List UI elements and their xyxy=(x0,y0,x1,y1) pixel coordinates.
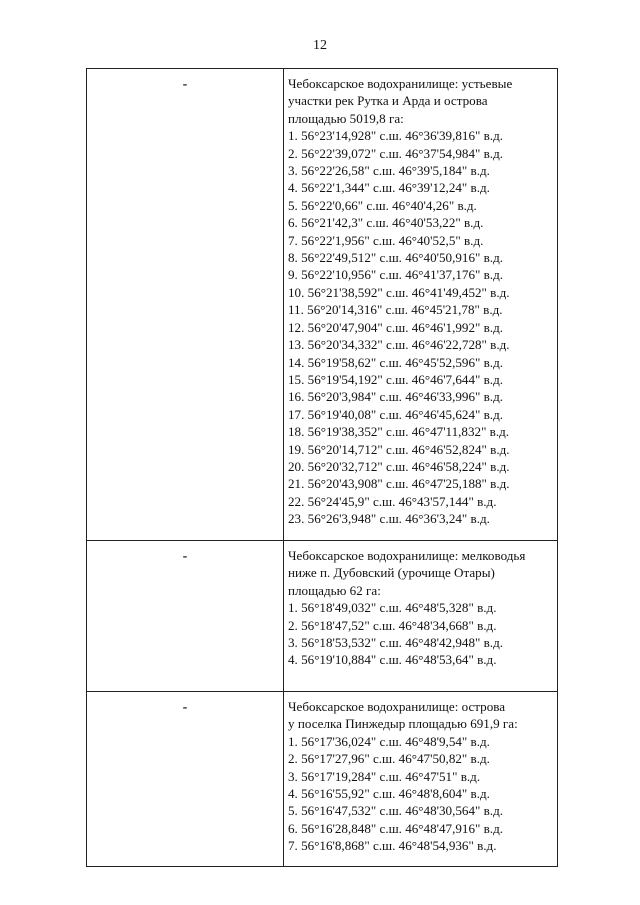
coordinate-item: 6. 56°16'28,848" с.ш. 46°48'47,916" в.д. xyxy=(288,820,504,836)
coordinate-item: 23. 56°26'3,948" с.ш. 46°36'3,24" в.д. xyxy=(288,511,490,527)
dash-mark: - xyxy=(182,77,188,92)
coordinate-item: 1. 56°18'49,032" с.ш. 46°48'5,328" в.д. xyxy=(288,600,497,616)
coordinate-item: 5. 56°16'47,532" с.ш. 46°48'30,564" в.д. xyxy=(288,803,504,819)
coordinate-list xyxy=(288,127,551,527)
coordinate-item: 8. 56°22'49,512" с.ш. 46°40'50,916" в.д. xyxy=(288,250,504,266)
area-heading-line: участки рек Рутка и Арда и острова xyxy=(288,93,488,109)
coordinate-item: 4. 56°16'55,92" с.ш. 46°48'8,604" в.д. xyxy=(288,786,490,802)
left-cell xyxy=(87,541,284,692)
area-heading-line: ниже п. Дубовский (урочище Отары) xyxy=(288,565,495,581)
coordinate-item: 16. 56°20'3,984" с.ш. 46°46'33,996" в.д. xyxy=(288,389,504,405)
area-heading-line: у поселка Пинжедыр площадью 691,9 га: xyxy=(288,716,518,732)
coordinate-item: 18. 56°19'38,352" с.ш. 46°47'11,832" в.д. xyxy=(288,424,510,440)
coordinate-list xyxy=(288,599,551,669)
coordinate-list xyxy=(288,733,551,855)
coordinate-item: 12. 56°20'47,904" с.ш. 46°46'1,992" в.д. xyxy=(288,319,504,335)
area-heading-line: площадью 62 га: xyxy=(288,582,381,598)
left-cell xyxy=(87,69,284,541)
coordinate-item: 9. 56°22'10,956" с.ш. 46°41'37,176" в.д. xyxy=(288,267,504,283)
area-heading-line: площадью 5019,8 га: xyxy=(288,110,404,126)
coordinate-item: 5. 56°22'0,66" с.ш. 46°40'4,26" в.д. xyxy=(288,197,477,213)
description-cell xyxy=(284,692,558,867)
coordinate-item: 1. 56°23'14,928" с.ш. 46°36'39,816" в.д. xyxy=(288,128,504,144)
coordinate-item: 13. 56°20'34,332" с.ш. 46°46'22,728" в.д. xyxy=(288,337,510,353)
coordinate-item: 4. 56°19'10,884" с.ш. 46°48'53,64" в.д. xyxy=(288,652,497,668)
table-row xyxy=(87,541,558,692)
coordinate-item: 20. 56°20'32,712" с.ш. 46°46'58,224" в.д. xyxy=(288,458,510,474)
coordinate-item: 6. 56°21'42,3" с.ш. 46°40'53,22" в.д. xyxy=(288,215,484,231)
coordinate-item: 11. 56°20'14,316" с.ш. 46°45'21,78" в.д. xyxy=(288,302,503,318)
coordinate-item: 7. 56°16'8,868" с.ш. 46°48'54,936" в.д. xyxy=(288,838,497,854)
coordinate-item: 14. 56°19'58,62" с.ш. 46°45'52,596" в.д. xyxy=(288,354,504,370)
coordinate-item: 2. 56°17'27,96" с.ш. 46°47'50,82" в.д. xyxy=(288,751,490,767)
table-row xyxy=(87,692,558,867)
coordinate-item: 7. 56°22'1,956" с.ш. 46°40'52,5" в.д. xyxy=(288,232,484,248)
coordinate-item: 4. 56°22'1,344" с.ш. 46°39'12,24" в.д. xyxy=(288,180,490,196)
coordinate-item: 2. 56°22'39,072" с.ш. 46°37'54,984" в.д. xyxy=(288,145,504,161)
dash-mark: - xyxy=(182,700,188,715)
coordinate-item: 10. 56°21'38,592" с.ш. 46°41'49,452" в.д. xyxy=(288,284,510,300)
coordinate-item: 17. 56°19'40,08" с.ш. 46°46'45,624" в.д. xyxy=(288,406,504,422)
coordinate-item: 1. 56°17'36,024" с.ш. 46°48'9,54" в.д. xyxy=(288,733,490,749)
dash-mark: - xyxy=(182,549,188,564)
coordinate-item: 2. 56°18'47,52" с.ш. 46°48'34,668" в.д. xyxy=(288,617,497,633)
coordinate-item: 21. 56°20'43,908" с.ш. 46°47'25,188" в.д. xyxy=(288,476,510,492)
table-row xyxy=(87,69,558,541)
coordinate-item: 3. 56°17'19,284" с.ш. 46°47'51" в.д. xyxy=(288,768,481,784)
area-heading-line: Чебоксарское водохранилище: мелководья xyxy=(288,548,526,563)
area-heading-line: Чебоксарское водохранилище: острова xyxy=(288,699,506,714)
coordinate-item: 15. 56°19'54,192" с.ш. 46°46'7,644" в.д. xyxy=(288,371,504,387)
description-cell xyxy=(284,541,558,692)
protected-areas-table xyxy=(86,68,558,867)
description-cell xyxy=(284,69,558,541)
page-number: 12 xyxy=(313,38,327,53)
coordinate-item: 19. 56°20'14,712" с.ш. 46°46'52,824" в.д. xyxy=(288,441,510,457)
coordinate-item: 22. 56°24'45,9" с.ш. 46°43'57,144" в.д. xyxy=(288,493,497,509)
left-cell xyxy=(87,692,284,867)
coordinate-item: 3. 56°22'26,58" с.ш. 46°39'5,184" в.д. xyxy=(288,163,490,179)
area-heading-line: Чебоксарское водохранилище: устьевые xyxy=(288,76,513,91)
coordinate-item: 3. 56°18'53,532" с.ш. 46°48'42,948" в.д. xyxy=(288,635,504,651)
